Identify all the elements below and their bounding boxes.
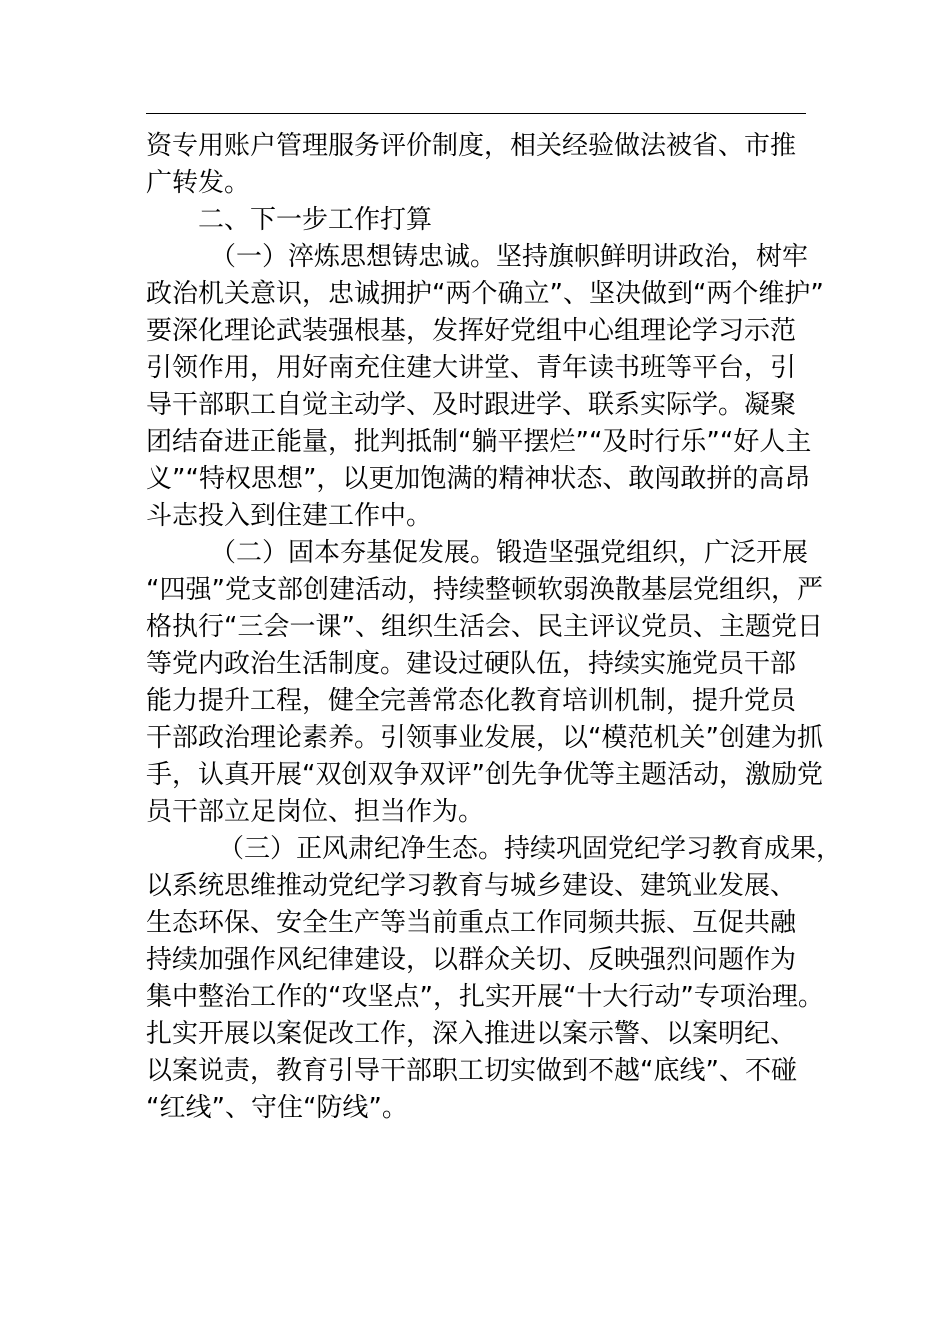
paragraph-heading: （一）淬炼思想铸忠诚。坚持旗帜鲜明讲政治，树牢 <box>210 242 809 272</box>
text-line: 格执行“三会一课”、组织生活会、民主评议党员、主题党日 <box>146 612 823 642</box>
text-line: 以案说责，教育引导干部职工切实做到不越“底线”、不碰 <box>146 1056 797 1086</box>
paragraph-heading: （二）固本夯基促发展。锻造坚强党组织，广泛开展 <box>210 538 809 568</box>
text-line: 义”“特权思想”，以更加饱满的精神状态、敢闯敢拼的高昂 <box>146 464 811 494</box>
text-line: “四强”党支部创建活动，持续整顿软弱涣散基层党组织，严 <box>146 575 823 605</box>
text-line: 引领作用，用好南充住建大讲堂、青年读书班等平台，引 <box>146 353 797 383</box>
text-line: 扎实开展以案促改工作，深入推进以案示警、以案明纪、 <box>146 1019 797 1049</box>
text-line: 资专用账户管理服务评价制度，相关经验做法被省、市推 <box>146 131 797 161</box>
text-line: 生态环保、安全生产等当前重点工作同频共振、互促共融 <box>146 908 797 938</box>
text-line: 员干部立足岗位、担当作为。 <box>146 797 485 827</box>
text-line: 能力提升工程，健全完善常态化教育培训机制，提升党员 <box>146 686 797 716</box>
document-body <box>146 128 843 1127</box>
text-line: 以系统思维推动党纪学习教育与城乡建设、建筑业发展、 <box>146 871 797 901</box>
text-line: 政治机关意识，忠诚拥护“两个确立”、坚决做到“两个维护” <box>146 279 824 309</box>
text-line: 斗志投入到住建工作中。 <box>146 501 433 531</box>
text-line: 广转发。 <box>146 168 251 198</box>
text-line: 持续加强作风纪律建设，以群众关切、反映强烈问题作为 <box>146 945 797 975</box>
text-line: 导干部职工自觉主动学、及时跟进学、联系实际学。凝聚 <box>146 390 797 420</box>
text-line: 集中整治工作的“攻坚点”，扎实开展“十大行动”专项治理。 <box>146 982 824 1012</box>
text-line: 团结奋进正能量，批判抵制“躺平摆烂”“及时行乐”“好人主 <box>146 427 812 457</box>
section-heading: 二、下一步工作打算 <box>198 205 433 235</box>
text-line: “红线”、守住“防线”。 <box>146 1093 408 1123</box>
text-line: 等党内政治生活制度。建设过硬队伍，持续实施党员干部 <box>146 649 797 679</box>
header-rule <box>146 113 806 114</box>
text-line: 干部政治理论素养。引领事业发展，以“模范机关”创建为抓 <box>146 723 823 753</box>
paragraph-heading: （三）正风肃纪净生态。持续巩固党纪学习教育成果， <box>218 834 843 864</box>
text-line: 要深化理论武装强根基，发挥好党组中心组理论学习示范 <box>146 316 797 346</box>
text-line: 手，认真开展“双创双争双评”创先争优等主题活动，激励党 <box>146 760 823 790</box>
